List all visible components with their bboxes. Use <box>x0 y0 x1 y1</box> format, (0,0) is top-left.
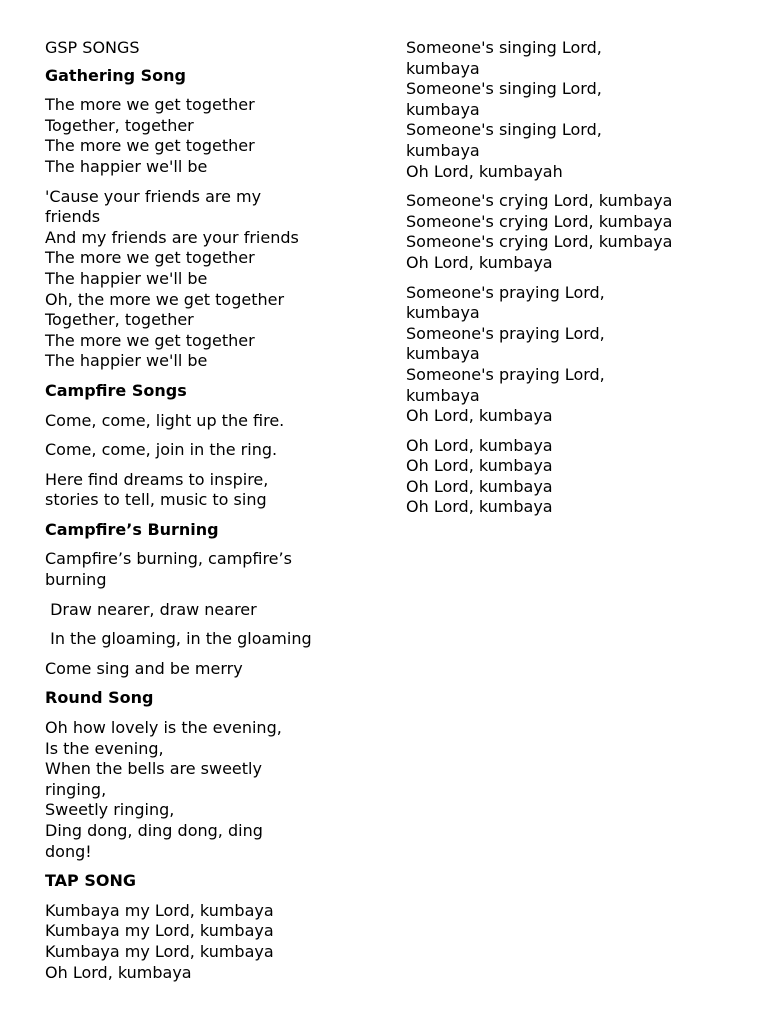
gathering-song-heading: Gathering Song <box>45 65 186 85</box>
lyric-line: The happier we'll be <box>45 268 208 288</box>
lyric-line: The more we get together <box>45 248 255 268</box>
lyric-line: kumbaya <box>406 58 480 78</box>
lyric-line: kumbaya <box>406 99 480 119</box>
lyric-line: Ding dong, ding dong, ding <box>45 821 263 840</box>
left-column <box>45 38 375 992</box>
campfires-burning-line-4 <box>45 659 375 680</box>
oh-lord-stanza <box>406 436 736 518</box>
lyric-line: kumbaya <box>406 140 480 160</box>
campfire-songs-line-1 <box>45 411 375 432</box>
lyric-line: ringing, <box>45 779 107 799</box>
campfires-burning-heading: Campfire’s Burning <box>45 519 219 539</box>
lyric-line: Here find dreams to inspire, <box>45 469 269 489</box>
lyric-line: burning <box>45 570 107 590</box>
lyric-line: 'Cause your friends are my <box>45 186 262 206</box>
tap-song-stanza <box>45 901 375 983</box>
lyric-line: Draw nearer, draw nearer <box>45 599 257 619</box>
lyric-line: When the bells are sweetly <box>45 759 262 779</box>
gathering-song-stanza-1 <box>45 95 375 177</box>
lyric-line: Someone's singing Lord, <box>406 120 602 140</box>
lyric-line: And my friends are your friends <box>45 227 299 247</box>
lyric-line: Is the evening, <box>45 738 164 758</box>
lyric-line: Someone's crying Lord, kumbaya <box>406 211 673 231</box>
lyric-line: Campfire’s burning, campfire’s <box>45 549 292 569</box>
lyric-line: Someone's crying Lord, kumbaya <box>406 191 673 211</box>
campfire-songs-line-3 <box>45 470 375 511</box>
lyric-line: Oh Lord, kumbaya <box>45 962 192 982</box>
lyric-line: friends <box>45 207 101 227</box>
campfire-songs-line-2 <box>45 440 375 461</box>
lyric-line: Oh Lord, kumbaya <box>406 456 553 476</box>
lyric-line: The more we get together <box>45 136 255 156</box>
lyric-line: Come sing and be merry <box>45 658 243 678</box>
lyric-line: The happier we'll be <box>45 351 208 371</box>
lyric-line: The more we get together <box>45 95 255 115</box>
lyric-line: kumbaya <box>406 303 480 323</box>
singing-stanza <box>406 38 736 182</box>
gathering-song-stanza-2 <box>45 187 375 372</box>
lyric-line: stories to tell, music to sing <box>45 490 267 510</box>
lyric-line: The happier we'll be <box>45 156 208 176</box>
lyric-line: Someone's praying Lord, <box>406 282 605 302</box>
praying-stanza <box>406 283 736 427</box>
lyric-line: kumbaya <box>406 385 480 405</box>
lyric-line: Kumbaya my Lord, kumbaya <box>45 921 274 941</box>
document-title: GSP SONGS <box>45 38 140 57</box>
lyric-line: Oh Lord, kumbaya <box>406 497 553 517</box>
lyric-line: Together, together <box>45 310 194 330</box>
crying-stanza <box>406 191 736 273</box>
lyric-line: Someone's praying Lord, <box>406 323 605 343</box>
lyric-line: Together, together <box>45 115 194 135</box>
round-song-heading: Round Song <box>45 688 154 708</box>
lyric-line: Come, come, join in the ring. <box>45 440 278 460</box>
lyric-line: Come, come, light up the fire. <box>45 410 285 430</box>
right-column <box>406 38 736 527</box>
round-song-stanza <box>45 718 375 862</box>
lyric-line: The more we get together <box>45 330 255 350</box>
lyric-line: Oh how lovely is the evening, <box>45 718 282 738</box>
lyric-line: Someone's praying Lord, <box>406 364 605 384</box>
campfires-burning-line-1 <box>45 549 375 590</box>
campfires-burning-line-3 <box>45 629 375 650</box>
lyric-line: Oh Lord, kumbaya <box>406 252 553 272</box>
lyric-line: Kumbaya my Lord, kumbaya <box>45 941 274 961</box>
lyric-line: Sweetly ringing, <box>45 800 175 820</box>
campfires-burning-line-2 <box>45 600 375 621</box>
lyric-line: Someone's crying Lord, kumbaya <box>406 232 673 252</box>
lyric-line: dong! <box>45 841 92 861</box>
lyric-line: Kumbaya my Lord, kumbaya <box>45 900 274 920</box>
lyric-line: Someone's singing Lord, <box>406 38 602 57</box>
lyric-line: Oh Lord, kumbaya <box>406 435 553 455</box>
lyric-line: Oh Lord, kumbaya <box>406 406 553 426</box>
campfire-songs-heading: Campfire Songs <box>45 380 187 400</box>
lyric-line: kumbaya <box>406 344 480 364</box>
tap-song-heading: TAP SONG <box>45 871 136 891</box>
lyric-line: Oh, the more we get together <box>45 289 285 309</box>
lyric-line: Oh Lord, kumbaya <box>406 476 553 496</box>
lyric-line: Oh Lord, kumbayah <box>406 161 563 181</box>
lyric-line: In the gloaming, in the gloaming <box>45 629 312 649</box>
lyric-line: Someone's singing Lord, <box>406 79 602 99</box>
